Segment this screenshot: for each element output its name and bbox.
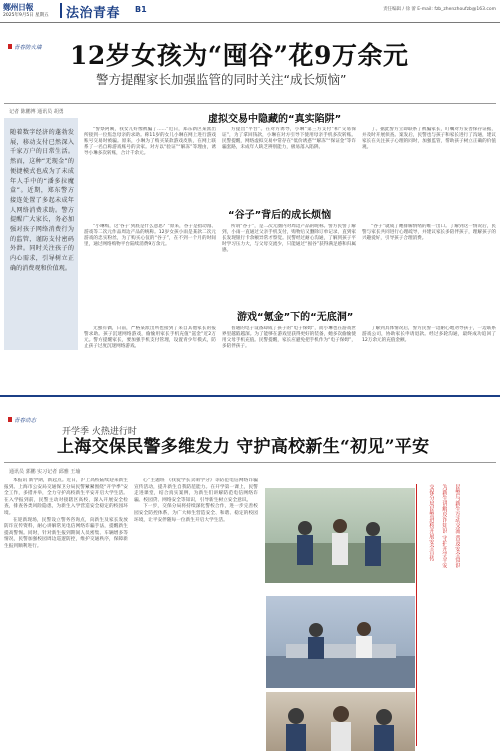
photo-illustration-1 <box>265 488 415 583</box>
story1-col-c3: 了解到具体情况后，警方民警一边耐心地劝导孩子，一边联系游戏公司，协助家长申请退款。经过多轮沟通，最终成功追回了12万余元的充值金额。 <box>362 326 496 344</box>
story1-subhead-c: 游戏“氪金”下的“无底洞” <box>237 312 354 323</box>
story2-col-2: 心”主题班 《我爱学长卖萌学分》等防范电信网络诈骗宣传活动，提升新生自我防范能力。在开学第一课上，民警走进课堂，结合真实案例，为新生们讲解防范电信网络诈骗、校园贷、网络安全等知识，引导新生树立安全意识。 下一步，交保分局将持续深化警校合作，进一步完善校园安全防控体系，为广大师生营造安全、和谐、稳定的校园环境，让平安伴随每一位新生开启大学生活。 <box>134 478 258 523</box>
header-divider <box>60 3 62 18</box>
story2-tag: 青春动态 <box>14 418 37 424</box>
photo-caption-2: 为新生讲解反诈知识 守护开学平安 <box>441 484 447 569</box>
section-divider <box>0 395 500 397</box>
story2-byline: 通讯员 郭鹏 实习记者 邱雅 王瑜 <box>9 469 81 475</box>
story1-headline: 12岁女孩为“囤谷”花9万余元 <box>70 41 409 70</box>
photo-illustration-3 <box>266 692 415 751</box>
page-header <box>0 0 500 23</box>
editor-info: 责任编辑 / 徐 蕾 E-mail: fzb_zhenzhoufzb@163.com <box>383 7 496 12</box>
issue-date: 2025年9月5日 星期五 <box>3 13 49 18</box>
story1-subhead-a: 虚拟交易中隐藏的“真实陷阱” <box>208 114 342 125</box>
story1-col-a2: 方提出“平台”。在对方诱导，小琳“第三方支付”和“交易保证”，为了拿回钱款，小琳在对方引导下使用母亲手机多次转账。民警提醒，网络虚拟交易中常存在“低价诱惑”“解冻”“保证金”等诈骗套路，未成年人缺乏辨别能力，极易落入陷阱。 <box>222 127 356 151</box>
photo-caption-1: 交保分局民警进校开展安全宣传 <box>428 484 434 561</box>
section-title: 法治青春 <box>66 6 121 21</box>
photo-caption-3: 民警与新生互动交流 普及安全常识 <box>454 484 460 569</box>
story2-kicker: 开学季 火热进行时 <box>62 427 137 437</box>
photo-crowd <box>266 692 415 751</box>
story1-col-b1: “小琳购，这‘谷子’到底是什么意思？”原来，谷子是指动漫、游戏等二次元作品周边产品的统称。12岁女孩小雨是某款二次元游戏的忠实粉丝，为了购买心仪的“谷子”，在不到一个月的时间里，通过网络购物平台陆续消费9万余元。 <box>84 224 216 248</box>
story2-headline: 上海交保民警多维发力 守护高校新生“初见”平安 <box>57 437 430 457</box>
story1-rule <box>4 103 496 104</box>
photo-illustration-2 <box>266 596 415 688</box>
story1-col-c2: 普通的电子设备却成了孩子的“电子保姆”，而小琳也在游戏世界里越陷越深。为了能够在游戏里获得更好的装备，她多次偷偷使用父母手机充值。民警提醒，家长应避免把手机作为“电子保姆”，多陪伴孩子。 <box>222 326 356 350</box>
story1-col-a1: “警察阿姨，我女儿好像被骗了……”近日，郑东新区某派出所接到一位焦急母亲的求助。称11岁的女儿小琳在网上进行游戏账号交易时被骗。原来，小琳为了购买某款游戏皮肤，在网上联系了一名自称游戏账号的卖家。对方以“验证”“解冻”等理由，诱导小琳多次转账，合计千余元。 <box>84 127 216 157</box>
story1-lead-box <box>4 118 78 350</box>
page-number: B1 <box>135 5 147 14</box>
newspaper-logo: 鄭州日報 <box>3 2 33 12</box>
story1-tag: 青春防火墙 <box>14 45 42 51</box>
story2-rule <box>4 462 496 463</box>
story1-col-b2: 所谓“谷子”，是二次元圈内对周边产品的昵称。警方民警了解到，小雨一直通过父亲手机支付，购物后又删除订单记录，直到家长发现银行卡余额异常才察觉。民警经过耐心沟通，了解到孩子平时学习压力大，与父母交流少，只能通过“囤谷”获得满足感和归属感。 <box>222 224 356 254</box>
story1-byline: 记者 陈鹏博 通讯员 胡勇 <box>9 109 64 115</box>
story1-subheadline: 警方提醒家长加强监管的同时关注“成长烦恼” <box>96 72 347 87</box>
story1-col-c1: 无独有偶，日前，严格某派出所也接到了来自其他家长的报警求助。孩子沉迷网络游戏，偷偷用家长手机充值“氪金”近2万元。警方提醒家长，要加强手机支付管理，设置青少年模式，防止孩子过度沉迷网络游戏。 <box>84 326 216 350</box>
photo-campus-desk <box>266 596 415 688</box>
caption-divider <box>416 484 417 746</box>
story1-col-b3: “谷子”就成了她排解情绪的唯一出口。了解到这一情况后，民警与家长共同进行心理疏导，并建议家长多陪伴孩子，理解孩子的兴趣爱好，引导孩子合理消费。 <box>362 224 496 242</box>
story1-subhead-b: “谷子”背后的成长烦恼 <box>228 210 332 221</box>
story2-col-1: 本报讯 新学期，新起点。近日，沪上高校陆续迎来新生报到。上海市公安局交通保卫分局民警紧紧围绕“开学季”安全工作，多措并举，全力守护高校新生平安开启大学生活。在入学报到前，民警主动对接辖区高校，深入开展安全检查，排查各类风险隐患，为新生入学营造安全稳定的校园环境。 在迎新现场，民警设立警务咨询点，向新生及家长发放防诈宣传资料，耐心讲解常见电信网络诈骗手法，提醒新生提高警惕。同时，针对新生报到期间人员密集、车辆增多等情况，民警加强校园周边巡逻防控，维护交通秩序，保障新生报到顺利进行。 <box>4 478 128 549</box>
story1-col-a3: 了。据此警方立即联系了被骗家长，叮嘱对方妥善保存证据，并及时开展侦查。案发后，民警也与孩子和家长进行了沟通，建议家长在关注孩子心理的同时，加强监管，帮助孩子树立正确的价值观。 <box>362 127 496 151</box>
photo-police-students <box>265 488 415 583</box>
story1-lead-text: 随着数字经济的蓬勃发展，移动支付已然深入千家万户的日常生活。然而，这种“无现金”的便捷模式也成为了未成年人手中的“潘多拉魔盒”。近期，郑东警方接连处置了多起未成年人网络消费求助。警方提醒广大家长，务必加强对孩子网络消费行为的监管，谨防支付密码外泄。同时关注孩子的内心需求，引导树立正确的消费观和价值观。 <box>10 129 74 272</box>
